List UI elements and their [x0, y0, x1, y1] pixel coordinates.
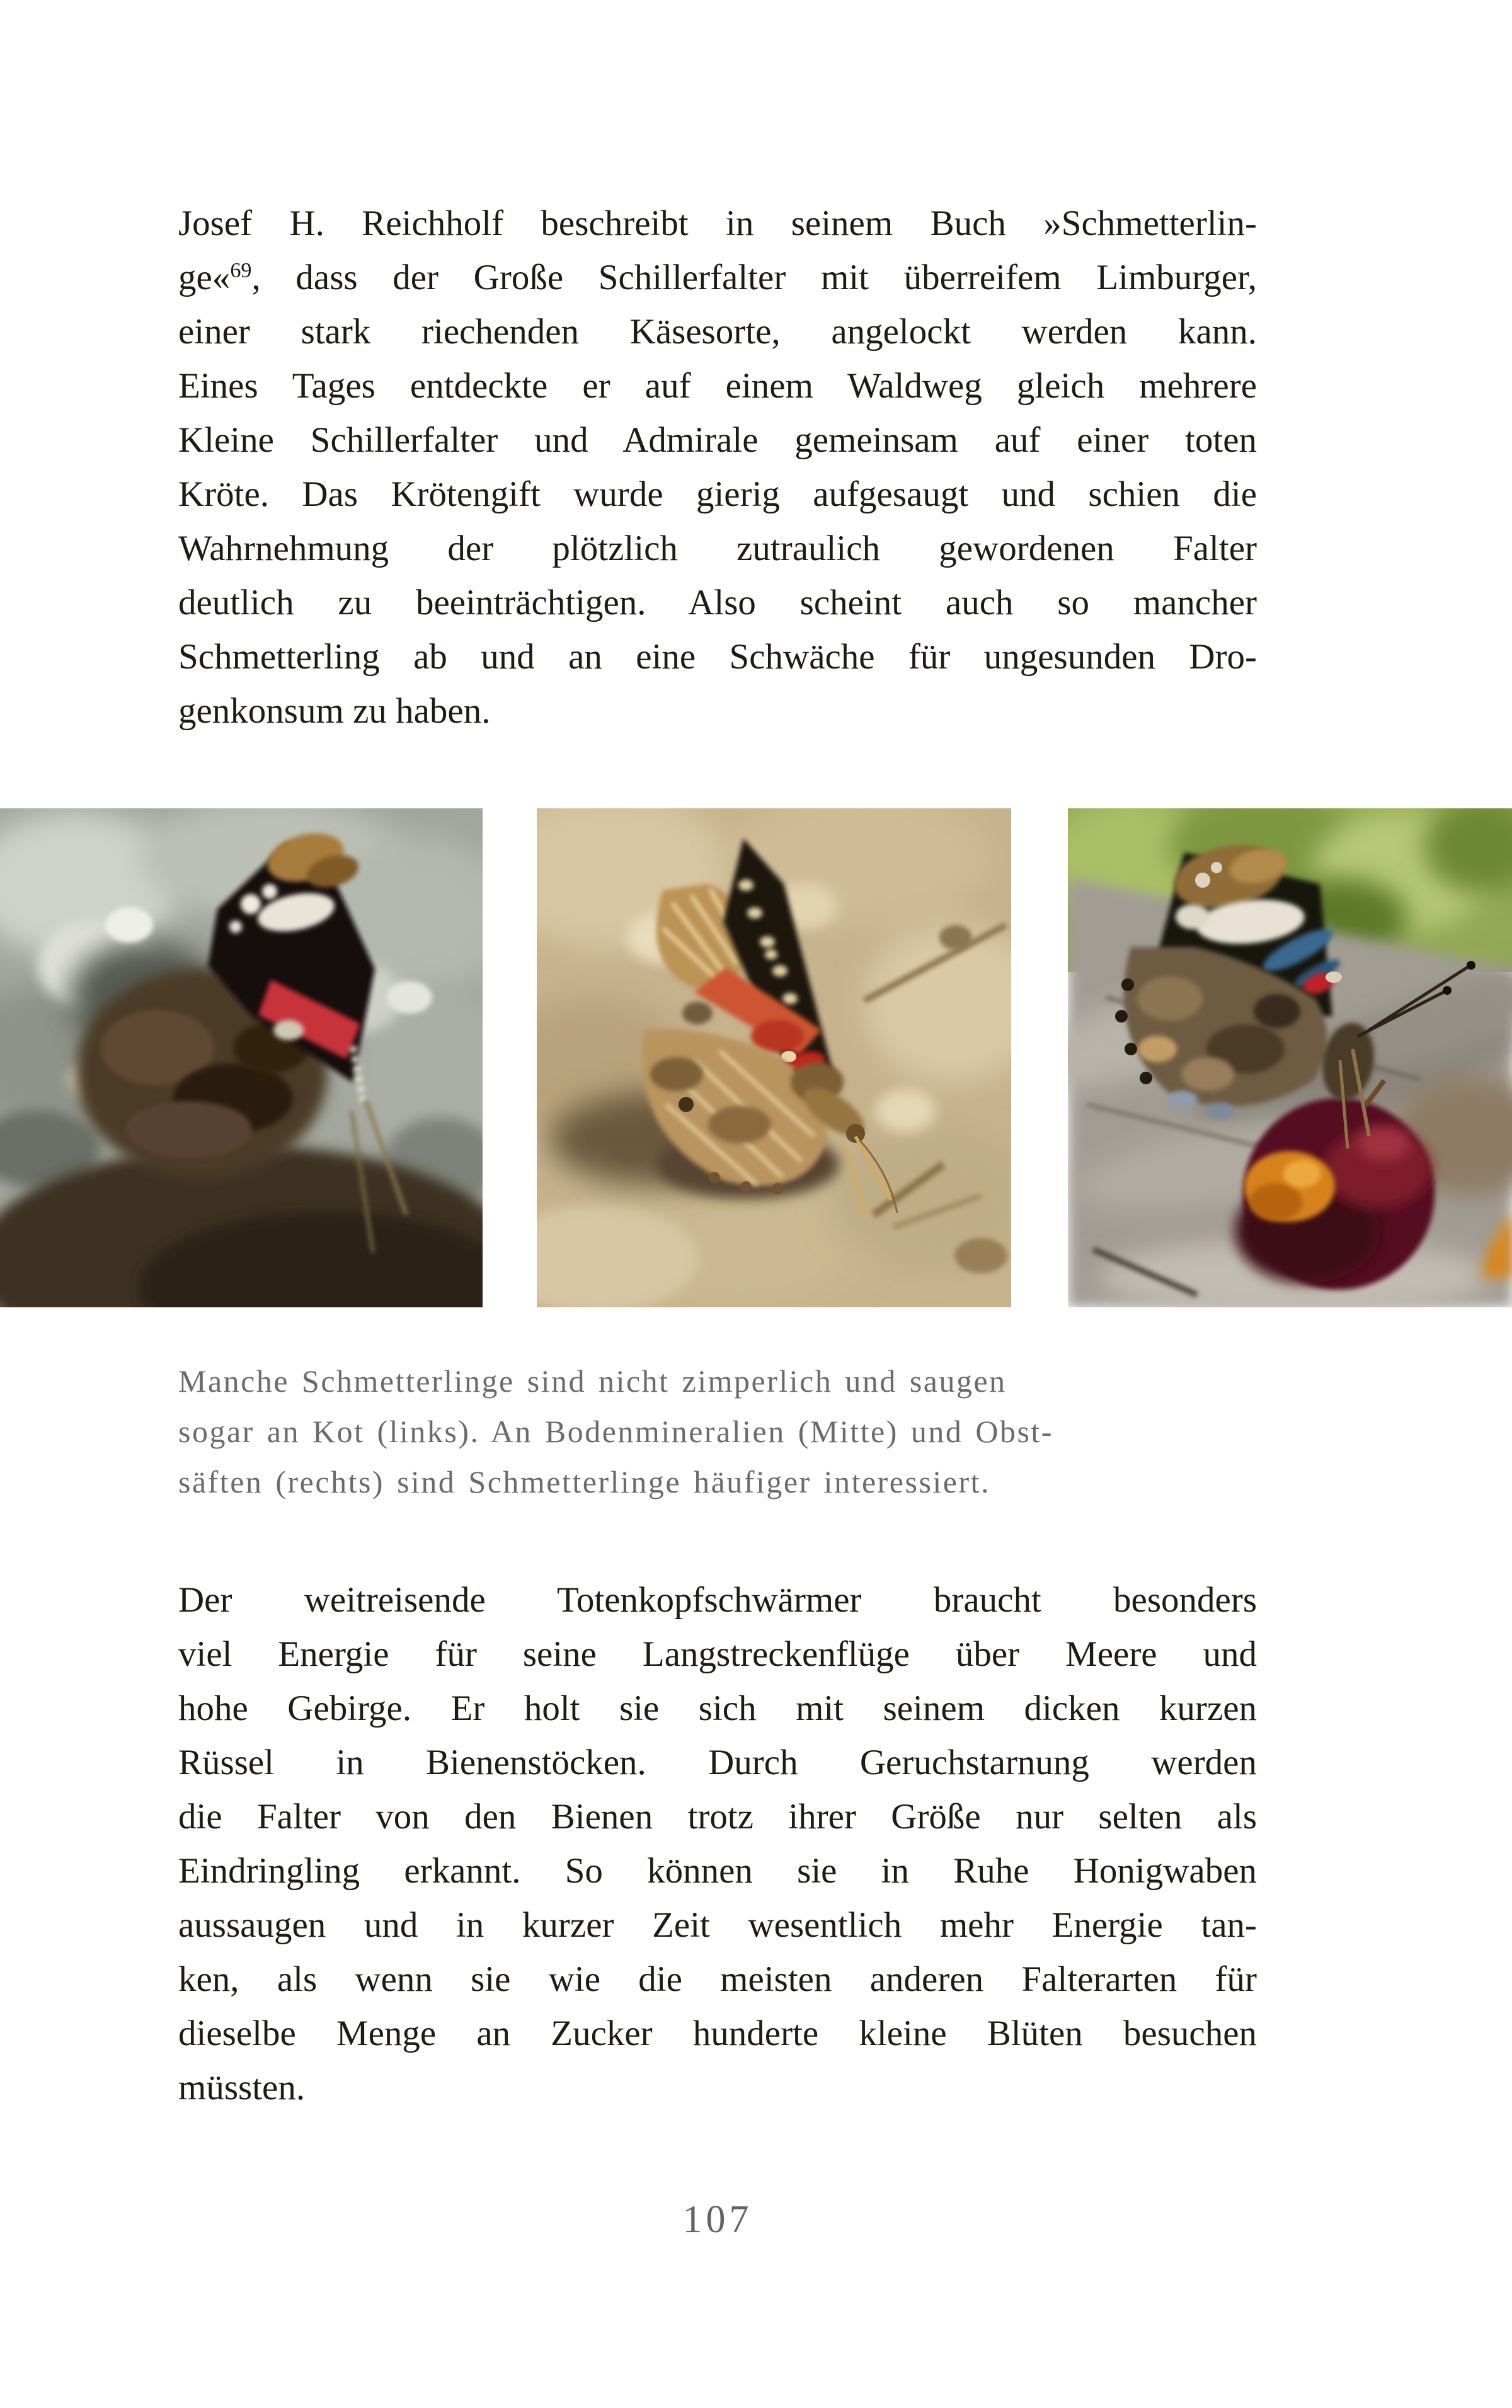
text-segment: Schmetterling ab und an eine Schwäche für ungesunden Dro- — [178, 637, 1257, 677]
photo-middle-illustration — [537, 808, 1011, 1307]
page-number: 107 — [682, 2198, 753, 2241]
text-segment: säften (rechts) sind Schmetterlinge häufiger interessiert. — [178, 1464, 991, 1499]
text-segment: ge« — [178, 258, 231, 297]
text-segment: Kröte. Das Krötengift wurde gierig aufgesaugt und schien die — [178, 474, 1257, 514]
text-segment: Josef H. Reichholf beschreibt in seinem Buch »Schmetterlin- — [178, 204, 1257, 243]
text-line — [178, 1356, 1287, 1406]
text-line — [178, 576, 1257, 630]
text-line — [178, 359, 1257, 413]
text-line — [178, 1898, 1257, 1952]
text-line — [178, 1573, 1257, 1627]
text-line — [178, 1627, 1257, 1682]
text-segment: Wahrnehmung der plötzlich zutraulich gewordenen Falter — [178, 529, 1257, 568]
text-segment: Kleine Schillerfalter und Admirale gemeinsam auf einer toten — [178, 420, 1257, 460]
text-segment: viel Energie für seine Langstreckenflüge über Meere und — [178, 1634, 1257, 1674]
text-segment: aussaugen und in kurzer Zeit wesentlich mehr Energie tan- — [178, 1905, 1257, 1945]
text-line — [178, 1952, 1257, 2007]
text-segment: , dass der Große Schillerfalter mit überreifem Limburger, — [251, 258, 1257, 297]
text-segment: müssten. — [178, 2068, 306, 2107]
photo-caption — [178, 1356, 1287, 1507]
text-segment: Der weitreisende Totenkopfschwärmer braucht besonders — [178, 1580, 1257, 1620]
paragraph-1 — [178, 197, 1257, 738]
photo-painted-lady-on-soil — [537, 808, 1011, 1307]
photo-red-admiral-on-dung — [0, 808, 483, 1307]
text-line — [178, 2061, 1257, 2115]
paragraph-2 — [178, 1573, 1257, 2115]
photo-right-illustration — [1068, 808, 1512, 1307]
text-segment: dieselbe Menge an Zucker hunderte kleine Blüten besuchen — [178, 2014, 1257, 2053]
text-line — [178, 1736, 1257, 1790]
text-line — [178, 630, 1257, 684]
text-line — [178, 1844, 1257, 1898]
text-line — [178, 1406, 1287, 1457]
text-segment: Manche Schmetterlinge sind nicht zimperlich und saugen — [178, 1363, 1007, 1399]
text-segment: hohe Gebirge. Er holt sie sich mit seinem dicken kurzen — [178, 1688, 1257, 1728]
footnote-reference: 69 — [230, 259, 252, 283]
photo-left-illustration — [0, 808, 483, 1307]
text-line — [178, 305, 1257, 359]
text-segment: ken, als wenn sie wie die meisten anderen Falterarten für — [178, 1959, 1257, 1999]
text-line — [178, 467, 1257, 522]
text-segment: sogar an Kot (links). An Bodenmineralien (Mitte) und Obst- — [178, 1414, 1053, 1449]
text-line — [178, 413, 1257, 467]
photo-red-admiral-on-fruit — [1068, 808, 1512, 1307]
text-segment: Rüssel in Bienenstöcken. Durch Geruchstarnung werden — [178, 1743, 1257, 1782]
text-segment: genkonsum zu haben. — [178, 691, 491, 731]
text-line — [178, 251, 1257, 305]
text-segment: einer stark riechenden Käsesorte, angelockt werden kann. — [178, 312, 1257, 352]
text-line — [178, 1682, 1257, 1736]
text-line — [178, 684, 1257, 738]
text-line — [178, 522, 1257, 576]
text-segment: die Falter von den Bienen trotz ihrer Größe nur selten als — [178, 1797, 1257, 1837]
text-segment: deutlich zu beeinträchtigen. Also scheint auch so mancher — [178, 583, 1257, 622]
text-line — [178, 197, 1257, 251]
text-line — [178, 1790, 1257, 1844]
text-segment: Eines Tages entdeckte er auf einem Waldweg gleich mehrere — [178, 366, 1257, 406]
text-segment: Eindringling erkannt. So können sie in Ruhe Honigwaben — [178, 1851, 1257, 1891]
text-line — [178, 2007, 1257, 2061]
text-line — [178, 1457, 1287, 1507]
